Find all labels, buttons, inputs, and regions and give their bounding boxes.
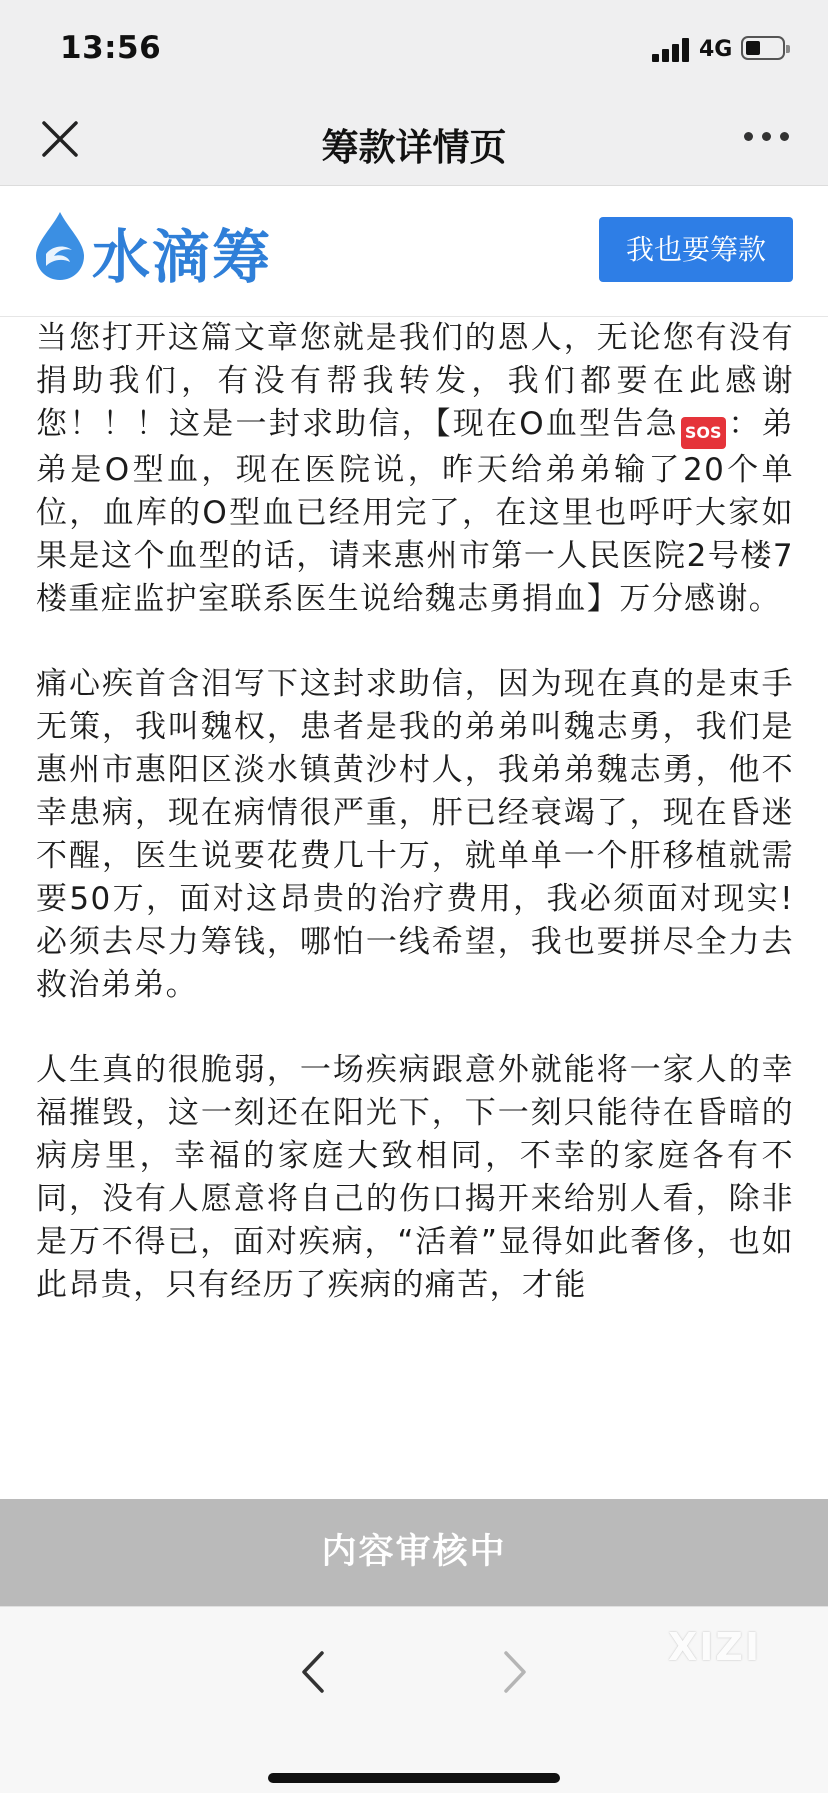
sos-icon: SOS (681, 417, 726, 449)
navigation-bar (0, 95, 828, 186)
status-bar (0, 0, 828, 95)
review-status-banner: 内容审核中 (0, 1499, 828, 1606)
watermark: XIZI (668, 1625, 762, 1669)
water-drop-logo-icon (32, 210, 88, 282)
article-paragraph-2: 痛心疾首含泪写下这封求助信，因为现在真的是束手无策，我叫魏权，患者是我的弟弟叫魏志勇，我们是惠州市惠阳区淡水镇黄沙村人，我弟弟魏志勇，他不幸患病，现在病情很严重，肝已经衰竭了，现在昏迷不醒，医生说要花费几十万，就单单一个肝移植就需要50万，面对这昂贵的治疗费用，我必须面对现实!必须去尽力筹钱，哪怕一线希望，我也要拼尽全力去救治弟弟。 (36, 666, 794, 1003)
cellular-signal-icon (652, 38, 692, 62)
paragraph-1-text-a: 当您打开这篇文章您就是我们的恩人，无论您有没有捐助我们，有没有帮我转发，我们都要在此感谢您！！！这是一封求助信，【现在O血型告急 (36, 320, 794, 442)
network-type: 4G (699, 37, 733, 62)
status-time: 13:56 (60, 30, 162, 66)
start-fundraising-button[interactable]: 我也要筹款 (599, 217, 793, 282)
bottom-toolbar (0, 1606, 828, 1793)
article-paragraph-1 (36, 317, 794, 621)
chevron-right-icon[interactable] (500, 1647, 530, 1697)
article-body (36, 317, 794, 1497)
paragraph-1-text-b: ：弟弟是O型血，现在医院说，昨天给弟弟输了20个单位，血库的O型血已经用完了，在这里也呼吁大家如果是这个血型的话，请来惠州市第一人民医院2号楼7楼重症监护室联系医生说给魏志勇捐血】万分感谢。 (36, 406, 794, 617)
brand-name: 水滴筹 (92, 223, 273, 291)
chevron-left-icon[interactable] (298, 1647, 328, 1697)
page-title: 筹款详情页 (321, 126, 507, 169)
brand-header (0, 186, 828, 317)
home-indicator (268, 1773, 560, 1783)
article-paragraph-3: 人生真的很脆弱，一场疾病跟意外就能将一家人的幸福摧毁，这一刻还在阳光下，下一刻只能待在昏暗的病房里，幸福的家庭大致相同，不幸的家庭各有不同，没有人愿意将自己的伤口揭开来给别人看，除非是万不得已，面对疾病，“活着”显得如此奢侈，也如此昂贵，只有经历了疾病的痛苦，才能 (36, 1052, 794, 1303)
battery-icon (741, 36, 785, 60)
more-icon[interactable] (744, 131, 790, 143)
